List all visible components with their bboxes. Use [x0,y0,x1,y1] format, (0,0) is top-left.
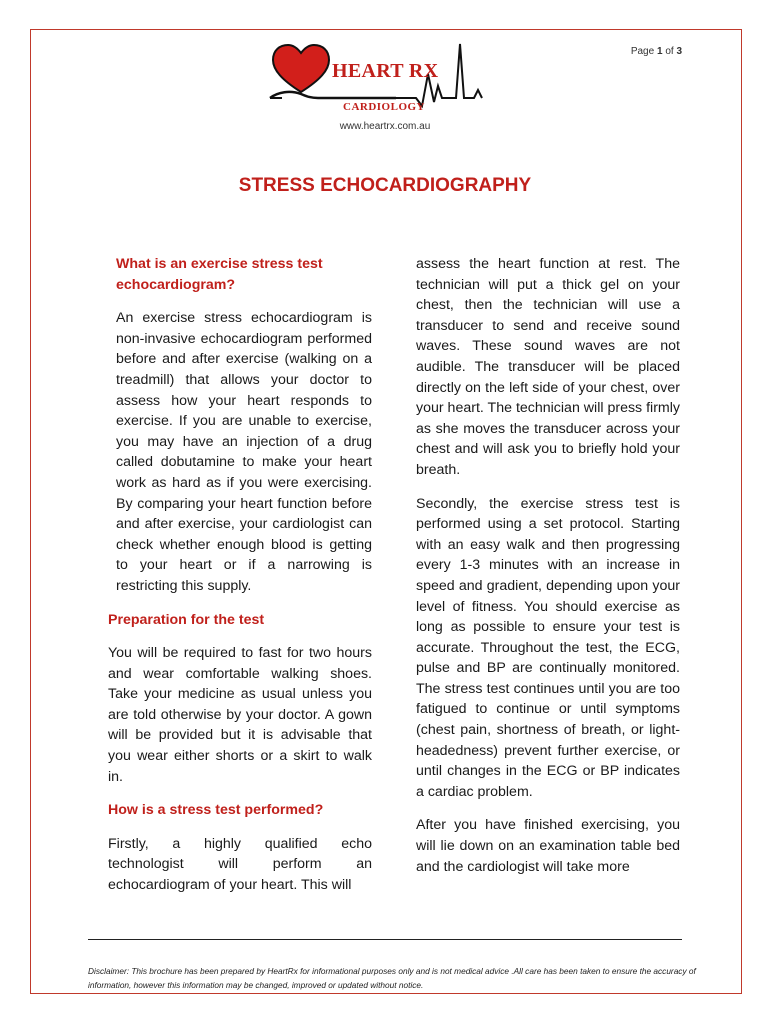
paragraph-what-is: An exercise stress echocardiogram is non-invasive echocardiogram performed before and after exercise (walking on a treadmill) that allows your doctor to assess how your heart responds to exercise. If you are unable to exercise, you may have an injection of a drug called dobutamine to make your heart work as hard as if you were exercising. By comparing your heart function before and after exercise, your cardiologist can check whether enough blood is getting to your heart or if a narrowing is restricting this supply. [116,310,372,594]
heading-how-performed: How is a stress test performed? [108,802,324,819]
brand-subtitle: CARDIOLOGY [343,101,426,113]
section-what-is [108,254,372,597]
page-of: of [665,46,674,57]
paragraph-preparation: You will be required to fast for two hours and wear comfortable walking shoes. Take your medicine as usual unless you are told otherwise by your doctor. A gown will be provided but it is advisable that you wear either shorts or a skirt to walk in. [108,645,372,785]
heading-preparation: Preparation for the test [108,611,265,628]
page-total: 3 [676,46,682,57]
heading-what-is-line1: What is an exercise stress test [116,256,323,272]
left-column [108,254,372,896]
page-label: Page [630,46,655,57]
disclaimer-text: Disclaimer: This brochure has been prepared by HeartRx for informational purposes only and is not medical advice .All care has been taken to ensure the accuracy of information, however this information may be changed, improved or updated without notice. [88,966,696,990]
paragraph-rest-assessment: assess the heart function at rest. The technician will put a thick gel on your chest, then the technician will use a transducer to send and receive sound waves. These sound waves are not audible. The transducer will be placed directly on the left side of your chest, over your heart. The technician will press firmly as she moves the transducer across your chest and will ask you to briefly hold your breath. [416,256,680,478]
heading-what-is-line2: echocardiogram? [116,276,236,293]
paragraph-after-exercise: After you have finished exercising, you will lie down on an examination table bed and the cardiologist will take more [416,817,680,875]
footer-divider [88,939,682,940]
document-title: STRESS ECHOCARDIOGRAPHY [238,175,532,196]
page-current: 1 [656,46,663,57]
brand-name: HEART RX [332,60,439,82]
page-number [631,46,682,57]
paragraph-exercise-protocol: Secondly, the exercise stress test is performed using a set protocol. Starting with an easy walk and then progressing every 1-3 minutes with an increase in speed and gradient, depending upon your level of fitness. You should exercise as long as possible to ensure your test is accurate. Throughout the test, the ECG, pulse and BP are continually monitored. The stress test continues until you are too fatigued to continue or until symptoms (chest pain, shortness of breath, or light-headedness) prevent further exercise, or until changes in the ECG or BP indicates a cardiac problem. [416,495,680,800]
website-link[interactable]: www.heartrx.com.au [339,121,431,132]
right-column [416,254,680,877]
paragraph-how-performed: Firstly, a highly qualified echo technologist will perform an echocardiogram of your heart. This will [108,835,372,894]
